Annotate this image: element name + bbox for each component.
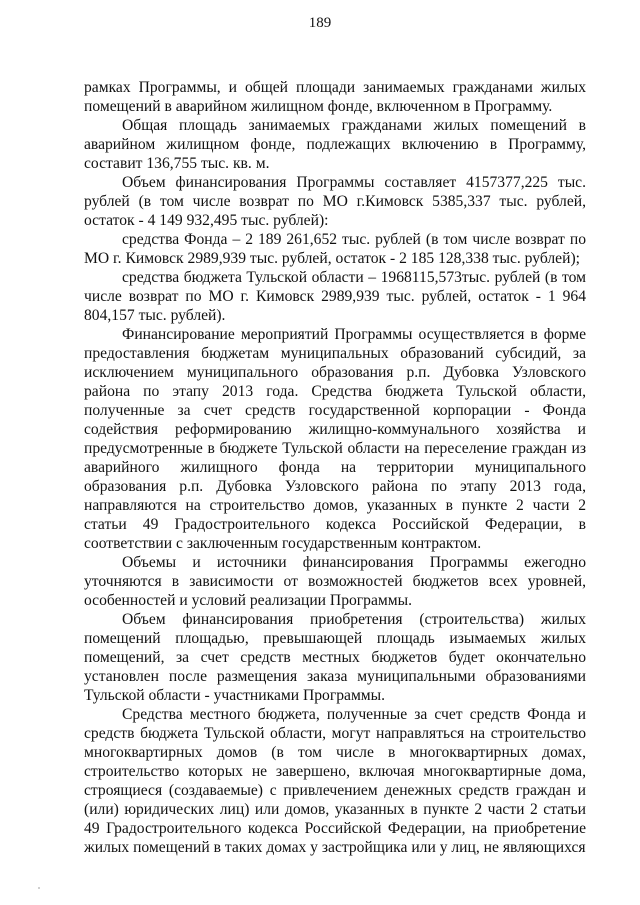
page-number: 189 — [308, 15, 332, 31]
paragraph: Объем финансирования приобретения (строительства) жилых помещений площадью, превышающей площадь изымаемых жилых помещений, за счет средств местных бюджетов будет окончательно установлен после размещения заказа муниципальными образованиями Тульской области - участниками Программы. — [84, 611, 586, 704]
paragraph: Финансирование мероприятий Программы осуществляется в форме предоставления бюджетам муниципальных образований субсидий, за исключением муниципального образования р.п. Дубовка Узловского района по этапу 2013 года. Средства бюджета Тульской области, полученные за счет средств государственной корпорации - Фонда содействия реформированию жилищно-коммунального хозяйства и предусмотренные в бюджете Тульской области на переселение граждан из аварийного жилищного фонда на территории муниципального образования р.п. Дубовка Узловского района по этапу 2013 года, направляются на строительство домов, указанных в пункте 2 части 2 статьи 49 Градостроительного кодекса Российской Федерации, в соответствии с заключенным государственным контрактом. — [84, 326, 586, 552]
document-body — [84, 78, 586, 857]
paragraph: Средства местного бюджета, полученные за счет средств Фонда и средств бюджета Тульской области, могут направляться на строительство многоквартирных домов (в том числе в многоквартирных домах, строительство которых не завершено, включая многоквартирные дома, строящиеся (создаваемые) с привлечением денежных средств граждан и (или) юридических лиц) или домов, указанных в пункте 2 части 2 статьи 49 Градостроительного кодекса Российской Федерации, на приобретение жилых помещений в таких домах у застройщика или у лиц, не являющихся — [84, 706, 586, 856]
paragraph: рамках Программы, и общей площади занимаемых гражданами жилых помещений в аварийном жилищном фонде, включенном в Программу. — [84, 79, 586, 115]
paragraph: Общая площадь занимаемых гражданами жилых помещений в аварийном жилищном фонде, подлежащих включению в Программу, составит 136,755 тыс. кв. м. — [84, 117, 586, 172]
paragraph: Объем финансирования Программы составляет 4157377,225 тыс. рублей (в том числе возврат по МО г.Кимовск 5385,337 тыс. рублей, остаток - 4 149 932,495 тыс. рублей): — [84, 174, 586, 229]
paragraph: Объемы и источники финансирования Программы ежегодно уточняются в зависимости от возможностей бюджетов всех уровней, особенностей и условий реализации Программы. — [84, 554, 586, 609]
paragraph: средства Фонда – 2 189 261,652 тыс. рублей (в том числе возврат по МО г. Кимовск 2989,939 тыс. рублей, остаток - 2 185 128,338 тыс. рублей); — [84, 231, 586, 267]
paragraph: средства бюджета Тульской области – 1968115,573тыс. рублей (в том числе возврат по МО г. Кимовск 2989,939 тыс. рублей, остаток - 1 964 804,157 тыс. рублей). — [84, 269, 586, 324]
scan-speck — [38, 887, 40, 889]
